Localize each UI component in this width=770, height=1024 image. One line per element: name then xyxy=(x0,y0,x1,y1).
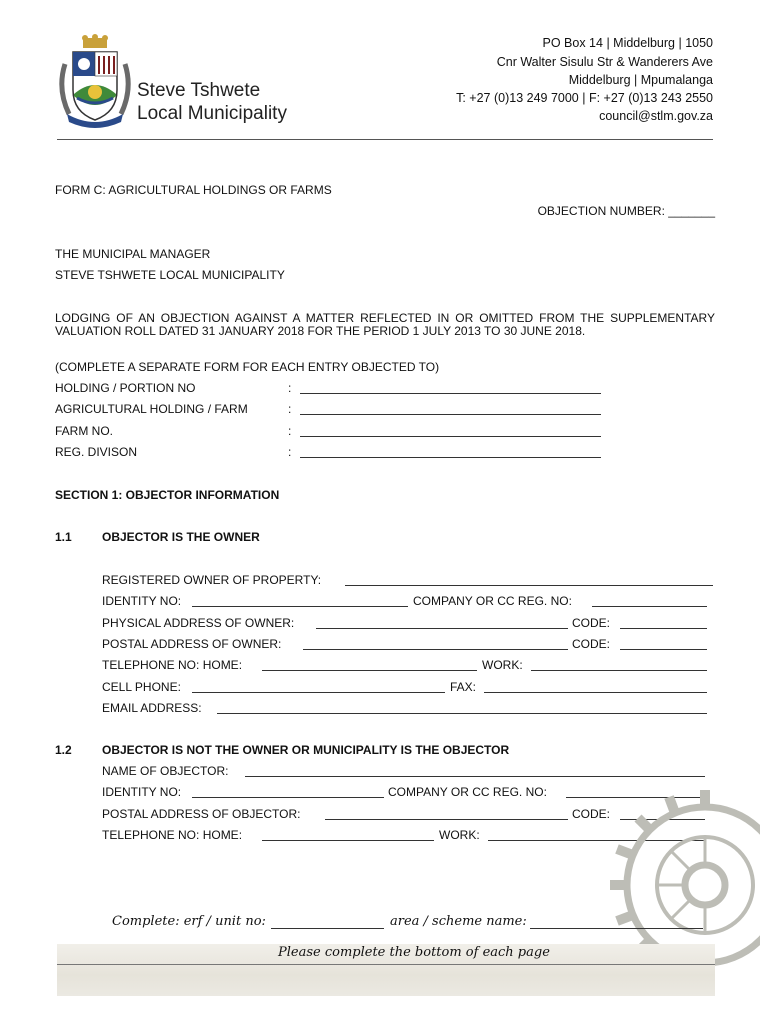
holding-portion-field[interactable] xyxy=(300,383,601,394)
address-town: Middelburg | Mpumalanga xyxy=(568,73,713,87)
telephone-home-label: TELEPHONE NO: HOME: xyxy=(102,658,243,672)
footer-area-label: area / scheme name: xyxy=(390,914,527,929)
section-1-1-title: OBJECTOR IS THE OWNER xyxy=(102,530,260,544)
identity-no-field[interactable] xyxy=(192,596,408,607)
section-1-1-number: 1.1 xyxy=(55,530,72,544)
cell-phone-field[interactable] xyxy=(192,682,445,693)
section-1-2-number: 1.2 xyxy=(55,743,72,757)
objector-code-label: CODE: xyxy=(572,807,611,821)
email-field[interactable] xyxy=(217,703,707,714)
field-colon: : xyxy=(288,381,292,395)
objection-intro-paragraph: LODGING OF AN OBJECTION AGAINST A MATTER REFLECTED IN OR OMITTED FROM THE SUPPLEMENTARY VALUATION ROLL DATED 31 JANUARY 2018 FOR THE PERIOD 1 JULY 2013 TO 30 JUNE 2018. xyxy=(55,311,715,338)
objector-telephone-home-field[interactable] xyxy=(262,830,434,841)
form-title: FORM C: AGRICULTURAL HOLDINGS OR FARMS xyxy=(55,183,332,197)
address-street: Cnr Walter Sisulu Str & Wanderers Ave xyxy=(496,55,713,69)
agricultural-holding-field[interactable] xyxy=(300,404,601,415)
footer-bottom-note: Please complete the bottom of each page xyxy=(278,945,550,960)
separate-form-note: (COMPLETE A SEPARATE FORM FOR EACH ENTRY OBJECTED TO) xyxy=(55,360,440,374)
name-of-objector-label: NAME OF OBJECTOR: xyxy=(102,764,229,778)
section-1-2-title: OBJECTOR IS NOT THE OWNER OR MUNICIPALITY IS THE OBJECTOR xyxy=(102,743,510,757)
registered-owner-field[interactable] xyxy=(345,575,713,586)
municipality-crest xyxy=(55,34,135,130)
reg-division-field[interactable] xyxy=(300,447,601,458)
objector-telephone-home-label: TELEPHONE NO: HOME: xyxy=(102,828,243,842)
objector-telephone-work-label: WORK: xyxy=(439,828,480,842)
address-phone-fax: T: +27 (0)13 249 7000 | F: +27 (0)13 243 2550 xyxy=(456,91,713,105)
physical-code-label: CODE: xyxy=(572,616,611,630)
field-colon: : xyxy=(288,445,292,459)
header-divider xyxy=(57,139,713,140)
footer-erf-field[interactable] xyxy=(271,918,384,929)
physical-address-label: PHYSICAL ADDRESS OF OWNER: xyxy=(102,616,295,630)
field-colon: : xyxy=(288,402,292,416)
telephone-work-label: WORK: xyxy=(482,658,523,672)
objection-number-label: OBJECTION NUMBER: _______ xyxy=(537,204,715,218)
email-label: EMAIL ADDRESS: xyxy=(102,701,202,715)
footer-band-rule xyxy=(57,964,715,965)
postal-address-label: POSTAL ADDRESS OF OWNER: xyxy=(102,637,282,651)
objector-company-reg-label: COMPANY OR CC REG. NO: xyxy=(388,785,547,799)
footer-erf-label: Complete: erf / unit no: xyxy=(112,914,266,929)
municipality-name-line-2: Local Municipality xyxy=(137,103,287,124)
identity-no-label: IDENTITY NO: xyxy=(102,594,182,608)
section-1-title: SECTION 1: OBJECTOR INFORMATION xyxy=(55,488,280,502)
farm-no-label: FARM NO. xyxy=(55,424,114,438)
postal-code-field[interactable] xyxy=(620,639,707,650)
fax-field[interactable] xyxy=(484,682,707,693)
objector-identity-field[interactable] xyxy=(192,787,384,798)
fax-label: FAX: xyxy=(450,680,477,694)
addressee-municipality: STEVE TSHWETE LOCAL MUNICIPALITY xyxy=(55,268,285,282)
objector-postal-address-field[interactable] xyxy=(325,809,568,820)
farm-no-field[interactable] xyxy=(300,426,601,437)
company-reg-field[interactable] xyxy=(592,596,707,607)
address-email: council@stlm.gov.za xyxy=(599,109,713,123)
company-reg-label: COMPANY OR CC REG. NO: xyxy=(413,594,572,608)
reg-division-label: REG. DIVISON xyxy=(55,445,138,459)
telephone-home-field[interactable] xyxy=(262,660,477,671)
postal-code-label: CODE: xyxy=(572,637,611,651)
physical-code-field[interactable] xyxy=(620,618,707,629)
postal-address-field[interactable] xyxy=(303,639,568,650)
holding-portion-label: HOLDING / PORTION NO xyxy=(55,381,196,395)
address-po-box: PO Box 14 | Middelburg | 1050 xyxy=(542,36,713,50)
registered-owner-label: REGISTERED OWNER OF PROPERTY: xyxy=(102,573,322,587)
municipality-name-line-1: Steve Tshwete xyxy=(137,80,261,101)
telephone-work-field[interactable] xyxy=(531,660,707,671)
footer-area-field[interactable] xyxy=(530,918,703,929)
field-colon: : xyxy=(288,424,292,438)
objector-identity-label: IDENTITY NO: xyxy=(102,785,182,799)
agricultural-holding-label: AGRICULTURAL HOLDING / FARM xyxy=(55,402,248,416)
addressee-municipal-manager: THE MUNICIPAL MANAGER xyxy=(55,247,211,261)
objector-postal-address-label: POSTAL ADDRESS OF OBJECTOR: xyxy=(102,807,301,821)
physical-address-field[interactable] xyxy=(316,618,568,629)
cell-phone-label: CELL PHONE: xyxy=(102,680,181,694)
